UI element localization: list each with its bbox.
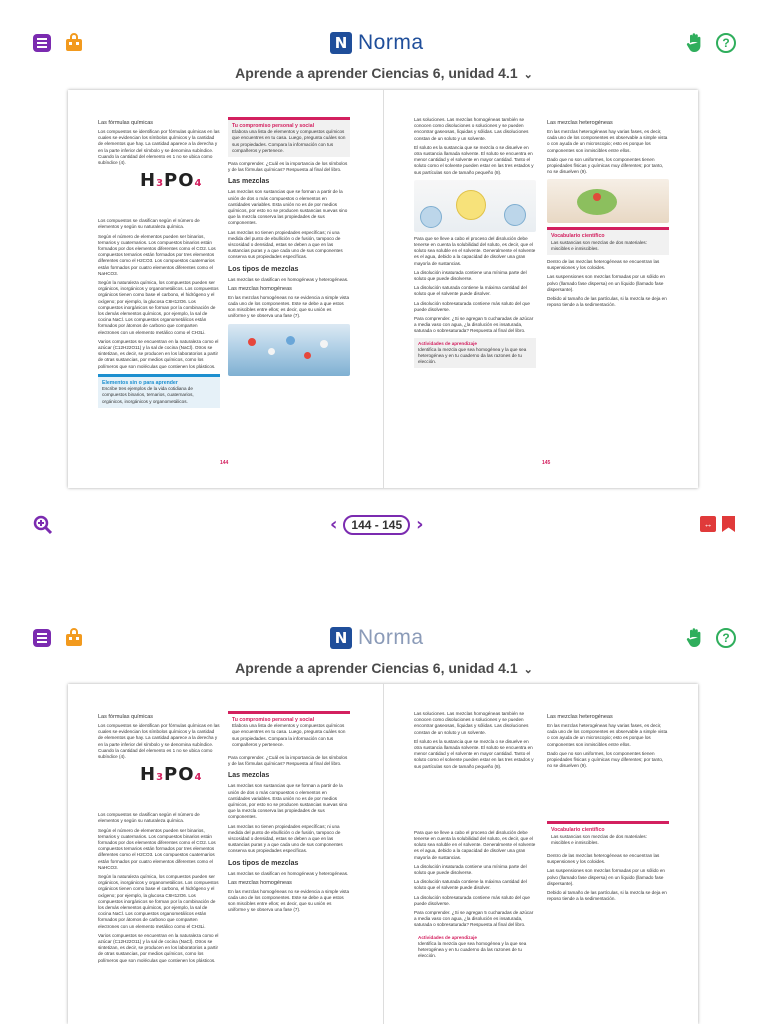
paragraph: Dentro de las mezclas heterogéneas se encuentran las suspensiones y los coloides. bbox=[547, 853, 660, 865]
paragraph: La disolución insaturada contiene una mínima parte del soluto que puede disolverse. bbox=[414, 863, 527, 876]
help-icon[interactable]: ? bbox=[716, 628, 736, 648]
paragraph: En las mezclas heterogéneas hay varias fases, es decir, cada uno de los componentes es observable a simple vista o con ayuda de un microscopio; esto es porque los componentes son inmiscibles entre ellos. bbox=[547, 723, 668, 747]
paragraph: La disolución saturada contiene la máxima cantidad del soluto que el solvente puede disolver. bbox=[414, 879, 527, 891]
commitment-box-body: Elabora una lista de elementos y compuestos químicos que encuentres en tu casa. Luego, pregunta cuáles son sus propiedades. Compara la información con tus compañeros y pertenece. bbox=[232, 129, 346, 153]
comprehension-question: Para comprender. ¿Si se agregan 5 cucharadas de azúcar a media vaso con agua, ¿la disolución es insaturada, saturada o sobresaturada? Respuesta al final del libro. bbox=[414, 316, 534, 334]
paragraph: Las mezclas se clasifican en homogéneas y heterogéneas. bbox=[228, 276, 349, 282]
paragraph: En las mezclas homogéneas no se evidencia a simple vista cada uno de los componentes. Este se debe a que estos son miscibles entre ellos; es decir, que su unión es uniforme y se observa una fase (7). bbox=[228, 294, 350, 319]
page-indicator[interactable]: 144 - 145 bbox=[343, 515, 410, 535]
chevron-right-icon[interactable]: › bbox=[416, 514, 424, 535]
paragraph: Dado que no son uniformes, los componentes tienen propiedades físicas y químicas muy diferentes; por tanto, no se disuelven (9). bbox=[547, 156, 664, 175]
paragraph: Dentro de las mezclas heterogéneas se encuentran las suspensiones y los coloides. bbox=[547, 259, 660, 271]
particle bbox=[248, 338, 256, 346]
paragraph: La disolución sobresaturada contiene más soluto del que puede disolverse. bbox=[414, 300, 530, 312]
activities-box-title: Actividades de aprendizaje bbox=[418, 934, 477, 940]
paragraph: Varios compuestos se encuentran en la naturaleza como el azúcar (C12H22O11) y la sal de cocina (NaCl). Otros se sintetizan, es decir, se producen en los laboratorios a partir de otras sustancias, por medios químicos, como los polímeros que son moléculas que contienen los plásticos. bbox=[98, 338, 219, 369]
brand-logo bbox=[330, 626, 424, 650]
paragraph: Las suspensiones son mezclas formadas por un sólido en polvo (llamado fase dispersa) en un líquido (llamado fase dispersante). bbox=[547, 868, 665, 886]
heading-tipos: Los tipos de mezclas bbox=[228, 265, 299, 273]
comprehension-question: Para comprender. ¿Cuál es la importancia de los símbolos y de las fórmulas químicas? Respuesta al final del libro. bbox=[228, 755, 348, 767]
paragraph: Los compuestos se identifican por fórmulas químicas en las cuales se evidencian los símbolos químicos y la cantidad de elementos que hay. La cantidad aparece a la derecha y en la parte inferior del símbolo y se denomina subíndice. Cuando la cantidad del elemento es 1 no se ubica como subíndice (4). bbox=[98, 723, 220, 760]
left-page-col-1 bbox=[98, 117, 220, 408]
book-title-selector[interactable] bbox=[0, 65, 768, 81]
paragraph: La disolución saturada contiene la máxima cantidad del soluto que el solvente puede disolver. bbox=[414, 285, 527, 297]
vocabulary-body: Las sustancias son mezclas de dos materiales: miscibles e inmiscibles. bbox=[551, 833, 648, 845]
bag-icon[interactable] bbox=[64, 33, 84, 53]
particle bbox=[320, 340, 328, 348]
heading-tipos: Los tipos de mezclas bbox=[228, 859, 299, 867]
paragraph: Los compuestos se clasifican según el número de elementos y según su naturaleza química. bbox=[98, 812, 200, 824]
book-title-selector[interactable] bbox=[0, 660, 768, 676]
left-page bbox=[68, 684, 383, 1024]
particle-zoom bbox=[420, 206, 442, 228]
paragraph: Según la naturaleza química, los compuestos pueden ser orgánicos, inorgánicos y organometálicos. Los compuestos orgánicos tienen como base el carbono, el hidrógeno y el oxígeno; por ejemplo, la glucosa C6H12O6. Los compuestos inorgánicos se forman por la combinación de los demás elementos químicos, por ejemplo, la sal de cocina NaCl. Los compuestos organometálicos están formados por átomos de carbono que comparten electrones con un elemento metálico como el CH3Li. bbox=[98, 280, 219, 335]
help-icon[interactable]: ? bbox=[716, 33, 736, 53]
mixture-illustration bbox=[228, 324, 350, 376]
left-page-col-2 bbox=[228, 711, 350, 917]
salad-illustration bbox=[547, 179, 669, 223]
paragraph: La disolución sobresaturada contiene más soluto del que puede disolverse. bbox=[414, 894, 530, 906]
left-page-col-2 bbox=[228, 117, 350, 380]
paragraph: Según el número de elementos pueden ser binarios, ternarios y cuaternarios. Los compuestos binarios están formados por dos elementos diferentes como el CO2. Los compuestos ternarios están formados por tres elementos diferentes como el H2CO3. Los compuestos cuaternarios están formados por cuatro elementos diferentes como el NaHCO3. bbox=[98, 827, 216, 870]
activities-box-body: Identifica la mezcla que sea homogénea y la que sea heterogénea y en tu cuaderno da las razones de tu elección. bbox=[418, 940, 527, 959]
paragraph: Las soluciones. Las mezclas homogéneas también se conocen como disoluciones o soluciones y se pueden encontrar gaseosas, líquidas y sólidas. Las disoluciones constan de un soluto y un solvente. bbox=[414, 711, 529, 735]
commitment-box bbox=[228, 117, 350, 157]
paragraph: Las mezclas son sustancias que se forman a partir de la unión de dos o más compuestos o elementos en cantidades variables. Esta unión no es de por medios químicos, por esto no se producen sustancias nuevas sino que la mezcla conserva las propiedades de sus componentes. bbox=[228, 189, 348, 226]
fit-width-icon[interactable]: ↔ bbox=[700, 516, 716, 532]
logo-text: Norma bbox=[358, 31, 424, 54]
paragraph: Según el número de elementos pueden ser binarios, ternarios y cuaternarios. Los compuestos binarios están formados por dos elementos diferentes como el CO2. Los compuestos ternarios están formados por tres elementos diferentes como el H2CO3. Los compuestos cuaternarios están formados por cuatro elementos diferentes como el NaHCO3. bbox=[98, 233, 216, 276]
paragraph: Los compuestos se clasifican según el número de elementos y según su naturaleza química. bbox=[98, 218, 200, 230]
right-page bbox=[383, 90, 698, 488]
logo-text: Norma bbox=[358, 626, 424, 649]
paragraph: Las soluciones. Las mezclas homogéneas también se conocen como disoluciones o soluciones y se pueden encontrar gaseosas, líquidas y sólidas. Las disoluciones constan de un soluto y un solvente. bbox=[414, 117, 529, 141]
page-navigator bbox=[330, 514, 424, 535]
chevron-down-icon: ⌄ bbox=[523, 664, 533, 676]
activities-box-body: Identifica la mezcla que sea homogénea y la que sea heterogénea y en tu cuaderno da las razones de tu elección. bbox=[418, 346, 527, 365]
right-page-col-2 bbox=[547, 711, 669, 905]
top-bar bbox=[0, 610, 768, 660]
right-page-col-1 bbox=[414, 711, 536, 962]
beaker bbox=[456, 190, 486, 220]
learning-box-body: Escribe tres ejemplos de la vida cotidiana de compuestos binarios, ternarios, cuaternarios, orgánicos, inorgánicos y organometálicos. bbox=[102, 386, 194, 404]
dissolution-illustration-loading bbox=[414, 774, 536, 826]
commitment-box bbox=[228, 711, 350, 751]
paragraph: Dado que no son uniformes, los componentes tienen propiedades físicas y químicas muy diferentes; por tanto, no se disuelven (9). bbox=[547, 750, 664, 769]
particle bbox=[304, 352, 311, 359]
commitment-box-title: Tu compromiso personal y social bbox=[232, 717, 315, 723]
reader-view-second bbox=[0, 610, 768, 1024]
vocabulary-box bbox=[547, 821, 669, 849]
left-page bbox=[68, 90, 383, 488]
vocabulary-title: Vocabulario científico bbox=[551, 233, 605, 240]
pager-bar bbox=[0, 512, 768, 552]
paragraph: El soluto es la sustancia que se mezcla o se disuelve en otra sustancia llamada solvente. El soluto se encuentra en menor cantidad y el solvente en mayor cantidad. Tanto el soluto como el solvente pueden estar en las tres estados y sus partículas son de tamaño pequeño (8). bbox=[414, 144, 534, 175]
activities-box bbox=[414, 932, 536, 963]
formula-text: H3PO4 bbox=[140, 170, 203, 192]
paragraph: Para que se lleve a cabo el proceso del disolución debe tenerse en cuenta la solubilidad del soluto, es decir, que el soluto sea soluble en el solvente. Generalmente el solvente es el agua, debido a la capacidad de disolver una gran mayoría de sustancias. bbox=[414, 235, 536, 266]
book-title: Aprende a aprender Ciencias 6, unidad 4.1 bbox=[235, 65, 518, 81]
paragraph: Varios compuestos se encuentran en la naturaleza como el azúcar (C12H22O11) y la sal de cocina (NaCl). Otros se sintetizan, es decir, se producen en los laboratorios a partir de otras sustancias, por medios químicos, como los polímeros que son moléculas que contienen los plásticos. bbox=[98, 932, 219, 963]
paragraph: En las mezclas heterogéneas hay varias fases, es decir, cada uno de los componentes es observable a simple vista o con ayuda de un microscopio; esto es porque los componentes son inmiscibles entre ellos. bbox=[547, 129, 668, 153]
paragraph: En las mezclas homogéneas no se evidencia a simple vista cada uno de los componentes. Este se debe a que estos son miscibles entre ellos; es decir, que su unión es uniforme y se observa una fase (7). bbox=[228, 888, 350, 913]
comprehension-question: Para comprender. ¿Si se agregan 5 cucharadas de azúcar a media vaso con agua, ¿la disolución es insaturada, saturada o sobresaturada? Respuesta al final del libro. bbox=[414, 910, 534, 928]
heading-formulas: Las fórmulas químicas bbox=[98, 120, 154, 126]
vocabulary-title: Vocabulario científico bbox=[551, 827, 605, 834]
menu-icon[interactable] bbox=[33, 34, 51, 52]
learning-box-title: Elementos sin o para aprender bbox=[102, 379, 178, 386]
activities-box bbox=[414, 338, 536, 369]
paragraph: Los compuestos se identifican por fórmulas químicas en las cuales se evidencian los símbolos químicos y la cantidad de elementos que hay. La cantidad aparece a la derecha y en la parte inferior del símbolo y se denomina subíndice. Cuando la cantidad del elemento es 1 no se ubica como subíndice (4). bbox=[98, 129, 220, 166]
paragraph: Las mezclas se clasifican en homogéneas y heterogéneas. bbox=[228, 870, 349, 876]
paragraph: La disolución insaturada contiene una mínima parte del soluto que puede disolverse. bbox=[414, 269, 527, 282]
top-bar bbox=[0, 0, 768, 81]
heading-homogeneas: Las mezclas homogéneas bbox=[228, 879, 292, 886]
left-page-col-1 bbox=[98, 711, 220, 967]
comprehension-question: Para comprender. ¿Cuál es la importancia de los símbolos y de las fórmulas químicas? Respuesta al final del libro. bbox=[228, 161, 348, 173]
book-title: Aprende a aprender Ciencias 6, unidad 4.1 bbox=[235, 660, 518, 676]
salad-illustration-loading bbox=[547, 773, 669, 817]
particle bbox=[268, 348, 275, 355]
paragraph: Para que se lleve a cabo el proceso del disolución debe tenerse en cuenta la solubilidad del soluto, es decir, que el soluto sea soluble en el solvente. Generalmente el solvente es el agua, debido a la capacidad de disolver una gran mayoría de sustancias. bbox=[414, 829, 536, 860]
bookmark-icon[interactable] bbox=[722, 516, 735, 532]
logo-mark-icon: N bbox=[330, 627, 352, 649]
commitment-box-body: Elabora una lista de elementos y compuestos químicos que encuentres en tu casa. Luego, pregunta cuáles son sus propiedades. Compara la información con tus compañeros y pertenece. bbox=[232, 723, 346, 747]
page-number-right: 145 bbox=[542, 459, 551, 466]
brand-logo bbox=[330, 31, 424, 55]
raised-hand-icon[interactable] bbox=[685, 628, 705, 648]
right-page-col-2 bbox=[547, 117, 669, 311]
book-spread bbox=[68, 684, 698, 1024]
formula-figure bbox=[98, 172, 220, 212]
zoom-in-icon[interactable] bbox=[33, 515, 53, 535]
heading-formulas: Las fórmulas químicas bbox=[98, 714, 154, 720]
heading-heterogeneas: Las mezclas heterogéneas bbox=[547, 120, 613, 126]
heading-homogeneas: Las mezclas homogéneas bbox=[228, 285, 292, 292]
logo-mark-icon: N bbox=[330, 32, 352, 54]
paragraph: Las mezclas no tienen propiedades específicas; ni una medida del punto de ebullición o de fusión, tampoco de viscosidad o densidad, estas se deben a que en las sustancias puras y a que cada uno de sus componentes conserva sus propiedades específicas. bbox=[228, 823, 343, 854]
heading-mezclas: Las mezclas bbox=[228, 772, 270, 780]
right-page-col-1 bbox=[414, 117, 536, 368]
learning-box bbox=[98, 374, 220, 408]
paragraph: El soluto es la sustancia que se mezcla o se disuelve en otra sustancia llamada solvente. El soluto se encuentra en menor cantidad y el solvente en mayor cantidad. Tanto el soluto como el solvente pueden estar en las tres estados y sus partículas son de tamaño pequeño (8). bbox=[414, 738, 534, 769]
vocabulary-box bbox=[547, 227, 669, 255]
heading-mezclas: Las mezclas bbox=[228, 178, 270, 186]
page-number-left: 144 bbox=[220, 459, 229, 466]
commitment-box-title: Tu compromiso personal y social bbox=[232, 123, 315, 129]
paragraph: Debido al tamaño de las partículas, si la mezcla se deja en reposo tiende a la sedimentación. bbox=[547, 296, 667, 308]
paragraph: Según la naturaleza química, los compuestos pueden ser orgánicos, inorgánicos y organometálicos. Los compuestos orgánicos tienen como base el carbono, el hidrógeno y el oxígeno; por ejemplo, la glucosa C6H12O6. Los compuestos inorgánicos se forman por la combinación de los demás elementos químicos, por ejemplo, la sal de cocina NaCl. Los compuestos organometálicos están formados por átomos de carbono que comparten electrones con un elemento metálico como el CH3Li. bbox=[98, 874, 219, 929]
menu-icon[interactable] bbox=[33, 629, 51, 647]
bag-icon[interactable] bbox=[64, 628, 84, 648]
chevron-down-icon: ⌄ bbox=[523, 69, 533, 81]
book-spread bbox=[68, 90, 698, 488]
paragraph: Las suspensiones son mezclas formadas por un sólido en polvo (llamado fase dispersa) en un líquido (llamado fase dispersante). bbox=[547, 274, 665, 292]
formula-figure bbox=[98, 766, 220, 806]
dissolution-illustration bbox=[414, 180, 536, 232]
paragraph: Debido al tamaño de las partículas, si la mezcla se deja en reposo tiende a la sedimentación. bbox=[547, 890, 667, 902]
raised-hand-icon[interactable] bbox=[685, 33, 705, 53]
paragraph: Las mezclas son sustancias que se forman a partir de la unión de dos o más compuestos o elementos en cantidades variables. Esta unión no es de por medios químicos, por esto no se producen sustancias nuevas sino que la mezcla conserva las propiedades de sus componentes. bbox=[228, 783, 348, 820]
activities-box-title: Actividades de aprendizaje bbox=[418, 340, 477, 346]
paragraph: Las mezclas no tienen propiedades específicas; ni una medida del punto de ebullición o de fusión, tampoco de viscosidad o densidad, estas se deben a que en las sustancias puras y a que cada uno de sus componentes conserva sus propiedades específicas. bbox=[228, 229, 343, 260]
chevron-left-icon[interactable]: ‹ bbox=[330, 514, 338, 535]
vocabulary-body: Las sustancias son mezclas de dos materiales: miscibles e inmiscibles. bbox=[551, 239, 648, 251]
heading-heterogeneas: Las mezclas heterogéneas bbox=[547, 714, 613, 720]
formula-text: H3PO4 bbox=[140, 764, 203, 786]
particle bbox=[286, 336, 295, 345]
particle-zoom bbox=[504, 204, 526, 226]
right-page bbox=[383, 684, 698, 1024]
